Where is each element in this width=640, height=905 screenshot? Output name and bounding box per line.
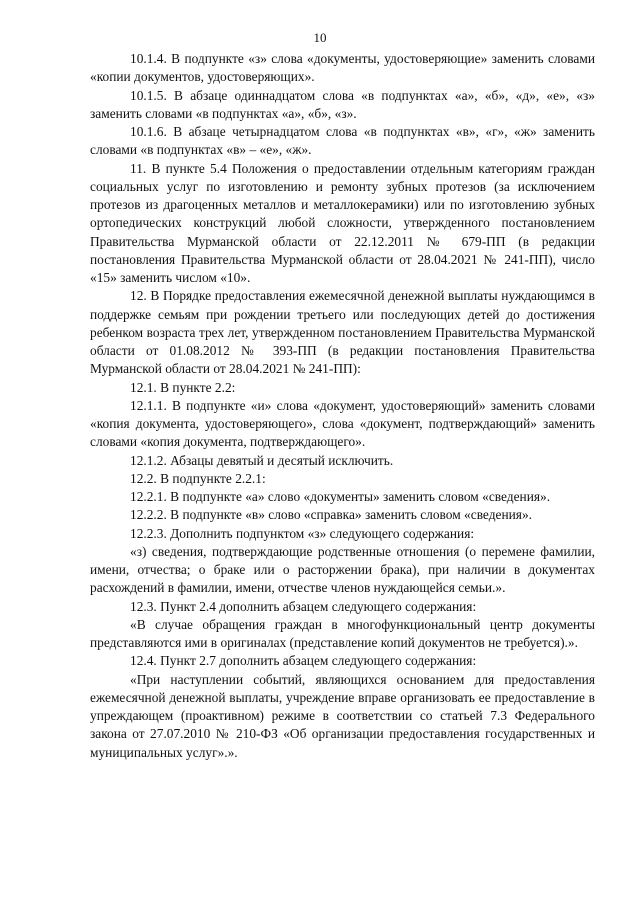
paragraph-12-2-1: 12.2.1. В подпункте «а» слово «документы» заменить словом «сведения». [130, 489, 551, 504]
paragraph-12-4: 12.4. Пункт 2.7 дополнить абзацем следующего содержания: [130, 653, 477, 669]
paragraph-quote-mfc: «В случае обращения граждан в многофункциональный центр документы представляются ими в оригиналах (представление копий документов не требуется).». [90, 616, 595, 650]
paragraph-12-1-1: 12.1.1. В подпункте «и» слова «документ, удостоверяющий» заменить словами «копия документа, удостоверяющего», слова «документ, подтверждающий» заменить словами «копия документа, подтверждающего». [90, 397, 595, 450]
paragraph-12-1: 12.1. В пункте 2.2: [130, 379, 236, 395]
paragraph-12-1-2: 12.1.2. Абзацы девятый и десятый исключить. [130, 452, 394, 468]
page-number: 10 [313, 30, 327, 45]
paragraph-10-1-4: 10.1.4. В подпункте «з» слова «документы, удостоверяющие» заменить словами «копии документов, удостоверяющих». [90, 51, 595, 85]
paragraph-10-1-5: 10.1.5. В абзаце одиннадцатом слова «в подпунктах «а», «б», «д», «е», «з» заменить словами «в подпунктах «а», «б», «з». [90, 87, 595, 121]
paragraph-12: 12. В Порядке предоставления ежемесячной денежной выплаты нуждающимся в поддержке семьям при рождении третьего или последующих детей до достижения ребенком возраста трех лет, утвержденном постановлением Правительства Мурманской области от 01.08.2012 № 393-ПП (в редакции постановления Правительства Мурманской области от 28.04.2021 № 241-ПП): [90, 288, 595, 377]
paragraph-10-1-6: 10.1.6. В абзаце четырнадцатом слова «в подпунктах «в», «г», «ж» заменить словами «в подпунктах «в» – «е», «ж». [90, 124, 595, 158]
document-body [90, 50, 595, 762]
paragraph-11: 11. В пункте 5.4 Положения о предоставлении отдельным категориям граждан социальных услуг по изготовлению и ремонту зубных протезов (за исключением протезов из драгоценных металлов и металлокерамики) или по изготовлению зубных ортопедических конструкций любой сложности, утвержденного постановлением Правительства Мурманской области от 22.12.2011 № 679-ПП (в редакции постановления Правительства Мурманской области от 28.04.2021 № 241-ПП), число «15» заменить числом «10». [90, 160, 595, 285]
paragraph-12-2: 12.2. В подпункте 2.2.1: [130, 470, 266, 486]
paragraph-12-2-2: 12.2.2. В подпункте «в» слово «справка» заменить словом «сведения». [130, 507, 532, 523]
paragraph-quote-z: «з) сведения, подтверждающие родственные отношения (о перемене фамилии, имени, отчества; о браке или о расторжении брака), при наличии в документах расхождений в фамилии, имени, отчестве членов нуждающейся семьи.». [90, 543, 595, 596]
paragraph-12-3: 12.3. Пункт 2.4 дополнить абзацем следующего содержания: [130, 598, 477, 614]
paragraph-12-2-3: 12.2.3. Дополнить подпунктом «з» следующего содержания: [130, 525, 475, 541]
paragraph-quote-proactive: «При наступлении событий, являющихся основанием для предоставления ежемесячной денежной выплаты, учреждение вправе организовать ее предоставление в упреждающем (проактивном) режиме в соответствии со статьей 7.3 Федерального закона от 27.07.2010 № 210-ФЗ «Об организации предоставления государственных и муниципальных услуг».». [90, 671, 595, 760]
